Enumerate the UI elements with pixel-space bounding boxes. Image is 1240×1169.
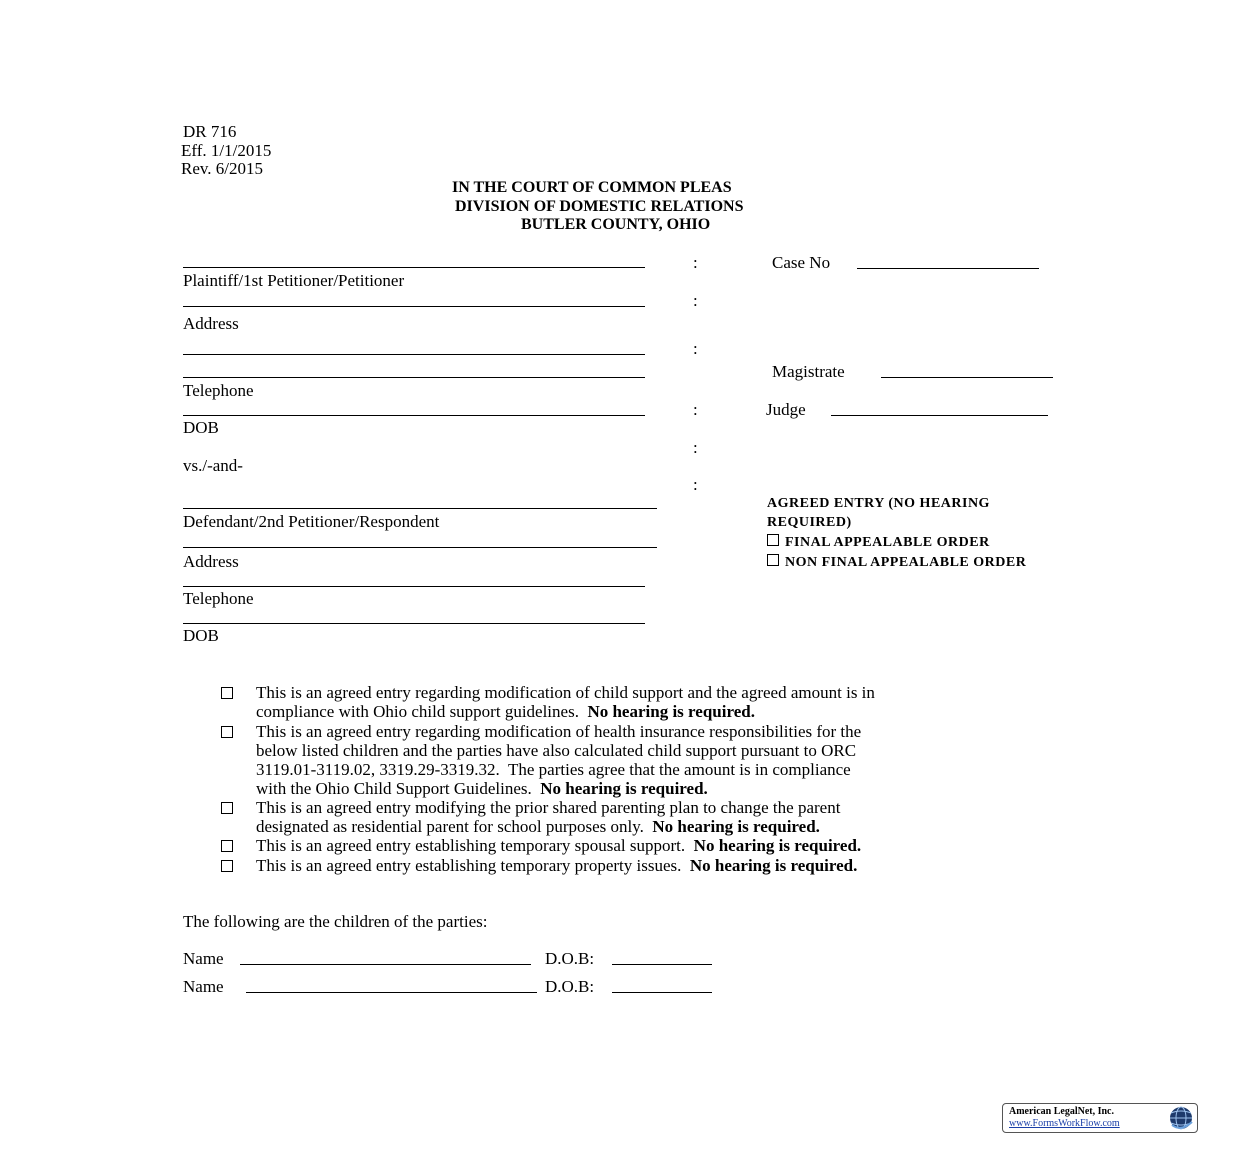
- plaintiff-address-label: Address: [183, 314, 239, 333]
- agreement-1-checkbox[interactable]: [221, 687, 233, 699]
- defendant-label: Defendant/2nd Petitioner/Respondent: [183, 512, 440, 531]
- judge-label: Judge: [766, 400, 806, 419]
- agreement-4-text: This is an agreed entry establishing temporary spousal support. No hearing is required.: [256, 836, 862, 855]
- case-number-field[interactable]: [857, 268, 1039, 269]
- revision-date: Rev. 6/2015: [181, 159, 264, 178]
- globe-icon: [1168, 1105, 1194, 1131]
- child-1-name-label: Name: [183, 949, 224, 968]
- court-county: BUTLER COUNTY, OHIO: [521, 216, 711, 233]
- defendant-dob-label: DOB: [183, 626, 219, 645]
- case-number-label: Case No: [772, 253, 831, 272]
- non-final-order-option[interactable]: [767, 553, 1026, 572]
- plaintiff-telephone-label: Telephone: [183, 381, 254, 400]
- court-title: IN THE COURT OF COMMON PLEAS: [452, 179, 732, 196]
- agreement-5-text: This is an agreed entry establishing temporary property issues. No hearing is required.: [256, 856, 858, 875]
- magistrate-field[interactable]: [881, 377, 1053, 378]
- child-1-name-field[interactable]: [240, 964, 531, 965]
- agreement-1-text: This is an agreed entry regarding modification of child support and the agreed amount is in compliance with Ohio child support guidelines. No hearing is required.: [256, 683, 875, 721]
- form-number: DR 716: [183, 122, 237, 141]
- logo-company-name: American LegalNet, Inc.: [1009, 1106, 1114, 1117]
- plaintiff-address-field[interactable]: [183, 306, 645, 307]
- agreement-5-checkbox[interactable]: [221, 860, 233, 872]
- american-legalnet-logo[interactable]: [1002, 1103, 1198, 1133]
- caption-colon: :: [693, 253, 698, 272]
- court-division: DIVISION OF DOMESTIC RELATIONS: [455, 198, 744, 215]
- plaintiff-telephone-field[interactable]: [183, 377, 645, 378]
- entry-type-title: AGREED ENTRY (NO HEARING: [767, 496, 990, 511]
- caption-colon: :: [693, 291, 698, 310]
- defendant-dob-field[interactable]: [183, 623, 645, 624]
- child-1-dob-field[interactable]: [612, 964, 712, 965]
- children-intro: The following are the children of the parties:: [183, 912, 488, 931]
- effective-date: Eff. 1/1/2015: [181, 141, 272, 160]
- child-2-dob-label: D.O.B:: [545, 977, 595, 996]
- agreement-2-checkbox[interactable]: [221, 726, 233, 738]
- caption-colon: :: [693, 438, 698, 457]
- entry-type-title-2: REQUIRED): [767, 515, 852, 530]
- agreement-3-text: This is an agreed entry modifying the prior shared parenting plan to change the parent designated as residential parent for school purposes only. No hearing is required.: [256, 798, 841, 836]
- checkbox-icon[interactable]: [767, 554, 779, 566]
- child-1-dob-label: D.O.B:: [545, 949, 595, 968]
- defendant-telephone-label: Telephone: [183, 589, 254, 608]
- child-2-dob-field[interactable]: [612, 992, 712, 993]
- defendant-telephone-field[interactable]: [183, 586, 645, 587]
- defendant-name-field[interactable]: [183, 508, 657, 509]
- defendant-address-label: Address: [183, 552, 239, 571]
- judge-field[interactable]: [831, 415, 1048, 416]
- logo-url-link[interactable]: www.FormsWorkFlow.com: [1009, 1118, 1120, 1129]
- caption-colon: :: [693, 475, 698, 494]
- plaintiff-dob-field[interactable]: [183, 415, 645, 416]
- versus-label: vs./-and-: [183, 456, 243, 475]
- agreement-3-checkbox[interactable]: [221, 802, 233, 814]
- child-2-name-field[interactable]: [246, 992, 537, 993]
- final-order-option[interactable]: [767, 533, 990, 552]
- final-order-label: FINAL APPEALABLE ORDER: [785, 535, 990, 550]
- non-final-order-label: NON FINAL APPEALABLE ORDER: [785, 555, 1027, 570]
- agreement-4-checkbox[interactable]: [221, 840, 233, 852]
- caption-colon: :: [693, 339, 698, 358]
- plaintiff-label: Plaintiff/1st Petitioner/Petitioner: [183, 271, 405, 290]
- checkbox-icon[interactable]: [767, 534, 779, 546]
- child-2-name-label: Name: [183, 977, 224, 996]
- plaintiff-address-field-2[interactable]: [183, 354, 645, 355]
- agreement-2-text: This is an agreed entry regarding modification of health insurance responsibilities for the below listed children and the parties have also calculated child support pursuant to ORC 3119.01-3119.02, 3319.29-3319.32. The parties agree that the amount is in compliance with the Ohio Child Support Guidelines. No hearing is required.: [256, 722, 862, 798]
- defendant-address-field[interactable]: [183, 547, 657, 548]
- caption-colon: :: [693, 400, 698, 419]
- magistrate-label: Magistrate: [772, 362, 845, 381]
- plaintiff-dob-label: DOB: [183, 418, 219, 437]
- plaintiff-name-field[interactable]: [183, 267, 645, 268]
